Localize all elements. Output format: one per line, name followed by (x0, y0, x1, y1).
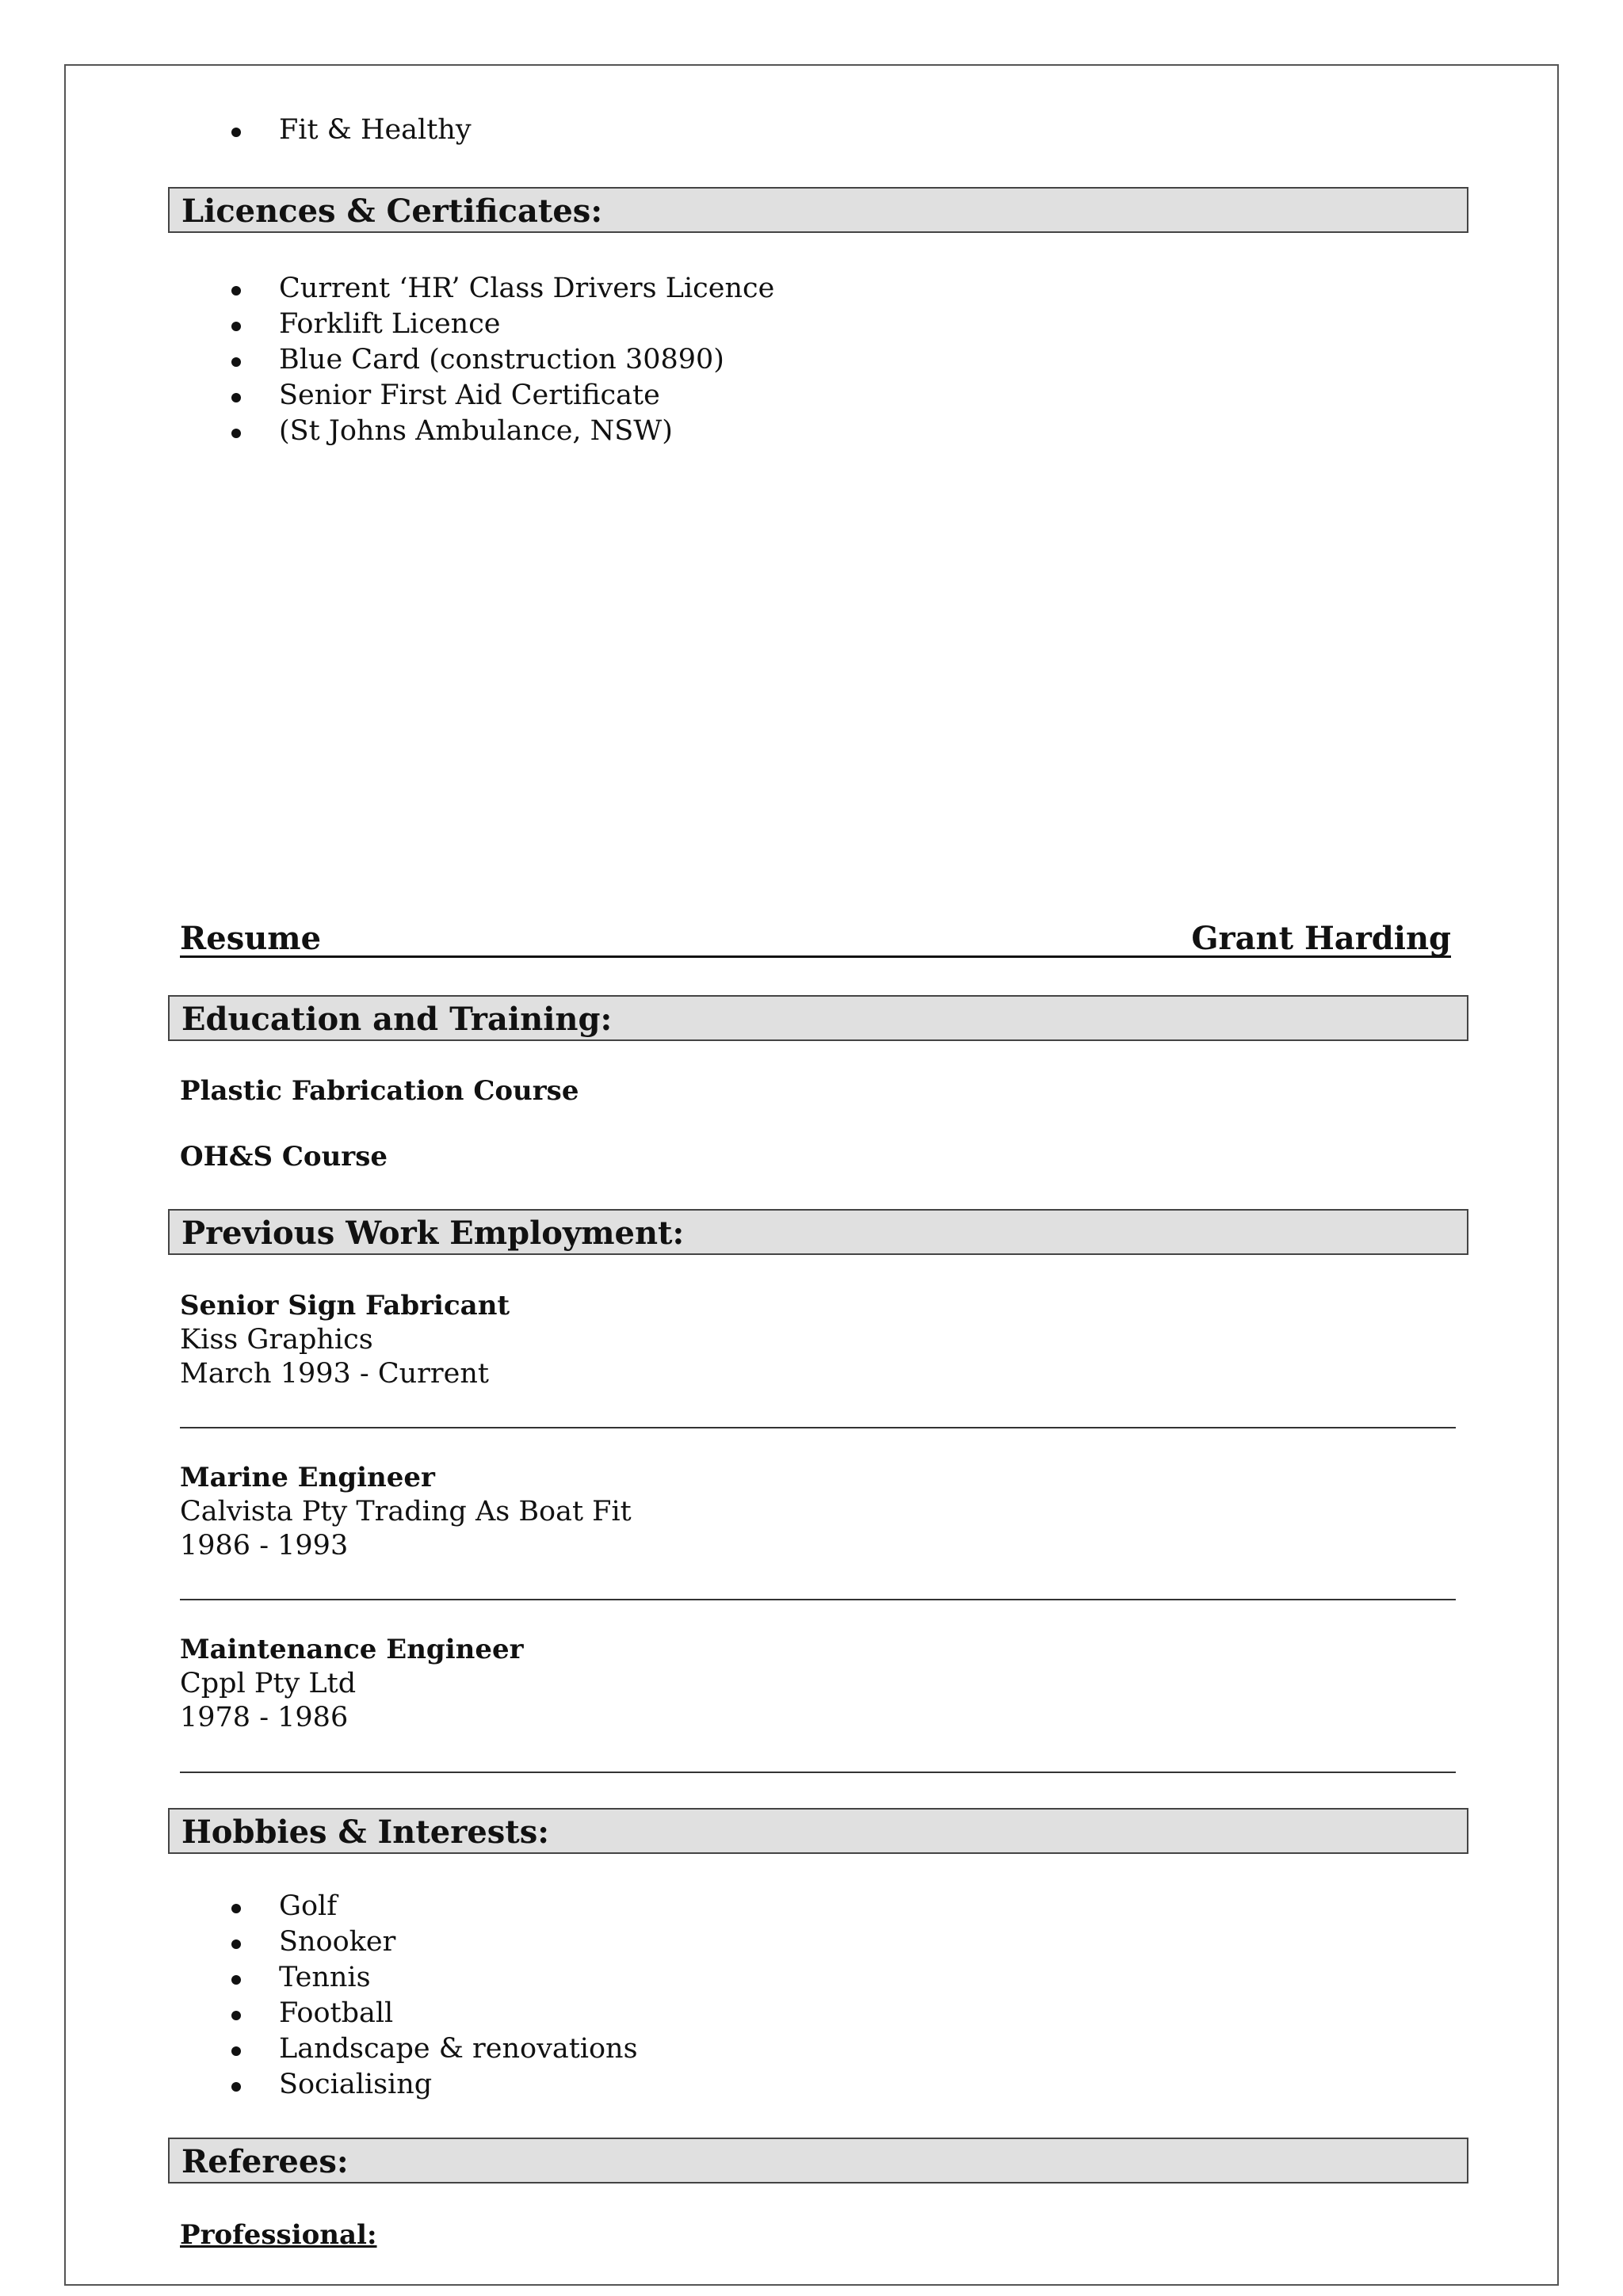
skills-list (227, 113, 472, 148)
list-item: Senior First Aid Certificate (227, 378, 774, 414)
section-heading: Previous Work Employment: (181, 1215, 685, 1252)
job-company: Cppl Pty Ltd (180, 1668, 357, 1699)
job-period: March 1993 - Current (180, 1358, 489, 1390)
page-header-name: Grant Harding (1191, 920, 1451, 957)
section-heading: Hobbies & Interests: (181, 1814, 550, 1851)
job-entry (180, 1289, 510, 1391)
employment-heading-bar (168, 1209, 1468, 1255)
divider (180, 1599, 1456, 1600)
list-item: Tennis (227, 1960, 638, 1996)
list-item: Snooker (227, 1924, 638, 1960)
list-item: Fit & Healthy (227, 113, 472, 148)
job-title: Senior Sign Fabricant (180, 1290, 510, 1322)
list-item: Golf (227, 1889, 638, 1924)
job-title: Maintenance Engineer (180, 1634, 524, 1665)
education-heading-bar (168, 995, 1468, 1041)
section-heading: Licences & Certificates: (181, 193, 603, 230)
page-header-title: Resume (180, 920, 322, 957)
job-entry (180, 1461, 632, 1563)
licences-list (227, 271, 774, 449)
licences-heading-bar (168, 187, 1468, 233)
course-item: OH&S Course (180, 1141, 388, 1173)
job-period: 1978 - 1986 (180, 1702, 349, 1733)
job-period: 1986 - 1993 (180, 1530, 349, 1562)
job-title: Marine Engineer (180, 1462, 435, 1493)
referees-heading-bar (168, 2138, 1468, 2183)
list-item: Landscape & renovations (227, 2031, 638, 2067)
job-company: Calvista Pty Trading As Boat Fit (180, 1496, 632, 1527)
list-item: Socialising (227, 2067, 638, 2103)
job-entry (180, 1633, 524, 1735)
hobbies-heading-bar (168, 1808, 1468, 1854)
hobbies-list (227, 1889, 638, 2103)
course-item: Plastic Fabrication Course (180, 1075, 579, 1107)
section-heading: Education and Training: (181, 1001, 613, 1038)
divider (180, 1427, 1456, 1428)
list-item: Football (227, 1996, 638, 2031)
page-header (180, 916, 1451, 958)
list-item: Current ‘HR’ Class Drivers Licence (227, 271, 774, 307)
referees-subheading: Professional: (180, 2219, 377, 2251)
list-item: Blue Card (construction 30890) (227, 342, 774, 378)
section-heading: Referees: (181, 2143, 349, 2180)
job-company: Kiss Graphics (180, 1324, 373, 1356)
divider (180, 1772, 1456, 1773)
list-item: (St Johns Ambulance, NSW) (227, 414, 774, 449)
list-item: Forklift Licence (227, 307, 774, 342)
